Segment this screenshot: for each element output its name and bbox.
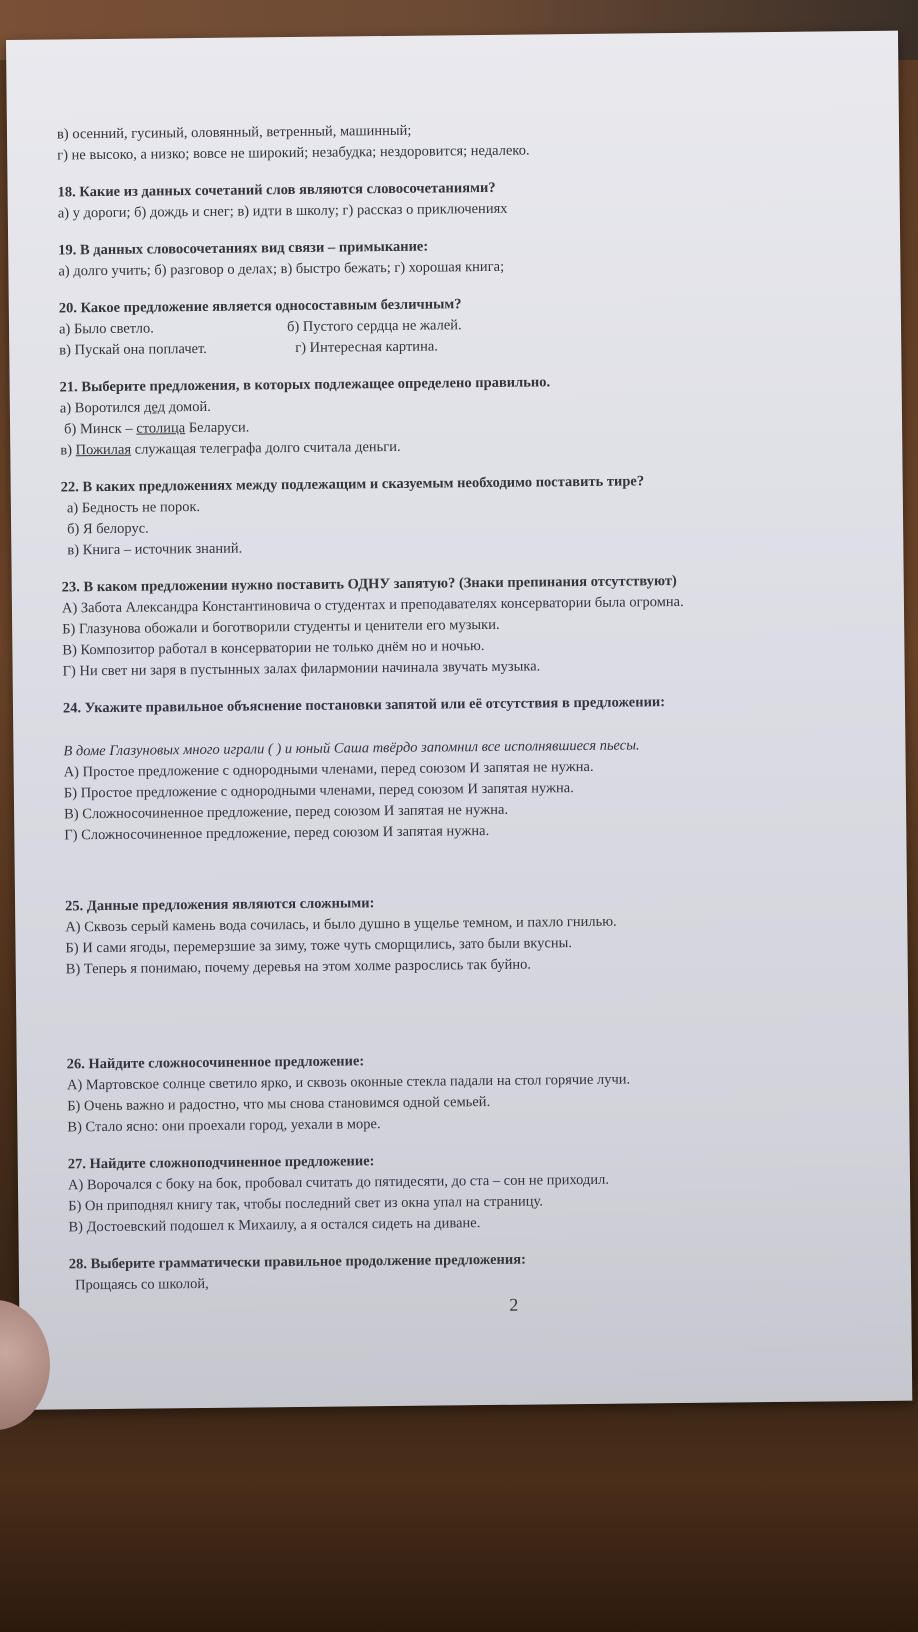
answer-option: А) Забота Александра Константиновича о студентах и преподавателях консерватории была огромна. <box>61 593 684 617</box>
option-text: в) <box>60 442 76 459</box>
answer-option: В) Стало ясно: они проехали город, уехали в море. <box>67 1116 381 1136</box>
question-title: 22. В каких предложениях между подлежащим и сказуемым необходимо поставить тире? <box>60 473 645 496</box>
question-25 <box>65 888 866 980</box>
answer-option: А) Простое предложение с однородными членами, перед союзом И запятая не нужна. <box>63 758 594 781</box>
answer-option: Г) Сложносочиненное предложение, перед союзом И запятая нужна. <box>64 822 490 844</box>
answer-option: А) Сквозь серый камень вода сочилась, и было душно в ущелье темном, и пахло гнилью. <box>65 913 617 936</box>
answer-option: в) Пускай она поплачет. <box>59 340 207 359</box>
answer-option: а) Было светло. <box>58 320 154 338</box>
example-sentence: В доме Глазуновых много играли ( ) и юный Саша твёрдо запомнил все исполнявшиеся пьесы. <box>63 737 640 760</box>
answer-option: Б) И сами ягоды, перемерзшие за зиму, тоже чуть сморщились, зато были вкусны. <box>65 935 573 957</box>
question-title: 18. Какие из данных сочетаний слов являются словосочетаниями? <box>57 179 496 201</box>
question-26 <box>67 1046 868 1138</box>
question-23 <box>62 569 863 682</box>
question-title: 28. Выберите грамматически правильное продолжение предложения: <box>68 1251 526 1273</box>
question-27 <box>68 1146 869 1238</box>
question-title: 26. Найдите сложносочиненное предложение: <box>66 1053 365 1073</box>
question-24 <box>63 690 865 846</box>
page-number: 2 <box>509 1294 519 1315</box>
option-text: служащая телеграфа долго считала деньги. <box>131 438 401 458</box>
question-title: 21. Выберите предложения, в которых подлежащее определено правильно. <box>59 374 551 396</box>
question-20 <box>59 290 860 361</box>
answer-option: Б) Он приподнял книгу так, чтобы последний свет из окна упал на страницу. <box>68 1193 543 1215</box>
question-21 <box>60 369 861 461</box>
answer-option: а) долго учить; б) разговор о делах; в) быстро бежать; г) хорошая книга; <box>58 258 505 280</box>
answer-option: А) Ворочался с боку на бок, пробовал считать до пятидесяти, до ста – сон не приходил. <box>67 1171 610 1194</box>
answer-option: Б) Простое предложение с однородными членами, перед союзом И запятая нужна. <box>63 780 574 802</box>
answer-option: В) Достоевский подошел к Михаилу, а я остался сидеть на диване. <box>68 1215 481 1236</box>
answer-option: б) Пустого сердца не жалей. <box>286 317 462 336</box>
test-page <box>6 31 912 1410</box>
option-text: а) Воротился <box>59 399 145 417</box>
question-28 <box>69 1246 869 1296</box>
question-title: 23. В каком предложении нужно поставить ОДНУ запятую? (Знаки препинания отсутствуют) <box>61 573 677 596</box>
option-text: домой. <box>164 398 211 416</box>
underlined-subject: дед <box>143 399 166 416</box>
question-title: 24. Укажите правильное объяснение постановки запятой или её отсутствия в предложении: <box>62 694 666 717</box>
question-title: 25. Данные предложения являются сложными: <box>64 895 375 915</box>
answer-option: Г) Ни свет ни заря в пустынных залах филармонии начинала звучать музыка. <box>62 658 541 680</box>
spacer <box>66 972 867 1038</box>
answer-option: Б) Глазунова обожали и боготворили студенты и ценители его музыки. <box>62 616 500 638</box>
question-title: 19. В данных словосочетаниях вид связи – примыкание: <box>58 238 429 259</box>
question-19 <box>58 232 858 282</box>
answer-option: А) Мартовское солнце светило ярко, и сквозь оконные стекла падали на стол горячие лучи. <box>66 1071 631 1094</box>
question-22 <box>61 469 862 561</box>
option-text: Беларуси. <box>185 419 250 437</box>
answer-option: В) Композитор работал в консерватории не только днём но и ночью. <box>62 638 485 659</box>
answer-option: В) Теперь я понимаю, почему деревья на этом холме разрослись так буйно. <box>65 956 532 978</box>
option-text: б) Минск – <box>63 420 137 438</box>
question-18 <box>57 174 857 224</box>
underlined-subject: Пожилая <box>75 441 132 459</box>
text-line: в) осенний, гусиный, оловянный, ветренный, машинный; <box>56 122 412 143</box>
answer-option: а) у дороги; б) дождь и снег; в) идти в школу; г) рассказ о приключениях <box>57 200 508 222</box>
question-title: 27. Найдите сложноподчиненное предложение: <box>67 1153 375 1173</box>
answer-option: В) Сложносочиненное предложение, перед союзом И запятая не нужна. <box>64 801 509 823</box>
answer-option: Прощаясь со школой, <box>74 1275 209 1294</box>
text-line: г) не высоко, а низко; вовсе не широкий; незабудка; нездоровится; недалеко. <box>57 142 530 164</box>
answer-option: Б) Очень важно и радостно, что мы снова становимся одной семьей. <box>67 1093 491 1115</box>
answer-option: г) Интересная картина. <box>295 338 438 356</box>
answer-option: в) Книга – источник знаний. <box>67 540 243 559</box>
page-content <box>57 116 869 1296</box>
underlined-subject: столица <box>136 420 186 437</box>
answer-option: а) Бедность не порок. <box>66 498 201 517</box>
background-floor <box>0 1380 918 1632</box>
answer-option: б) Я белорус. <box>67 520 149 538</box>
question-title: 20. Какое предложение является односоставным безличным? <box>58 296 462 317</box>
